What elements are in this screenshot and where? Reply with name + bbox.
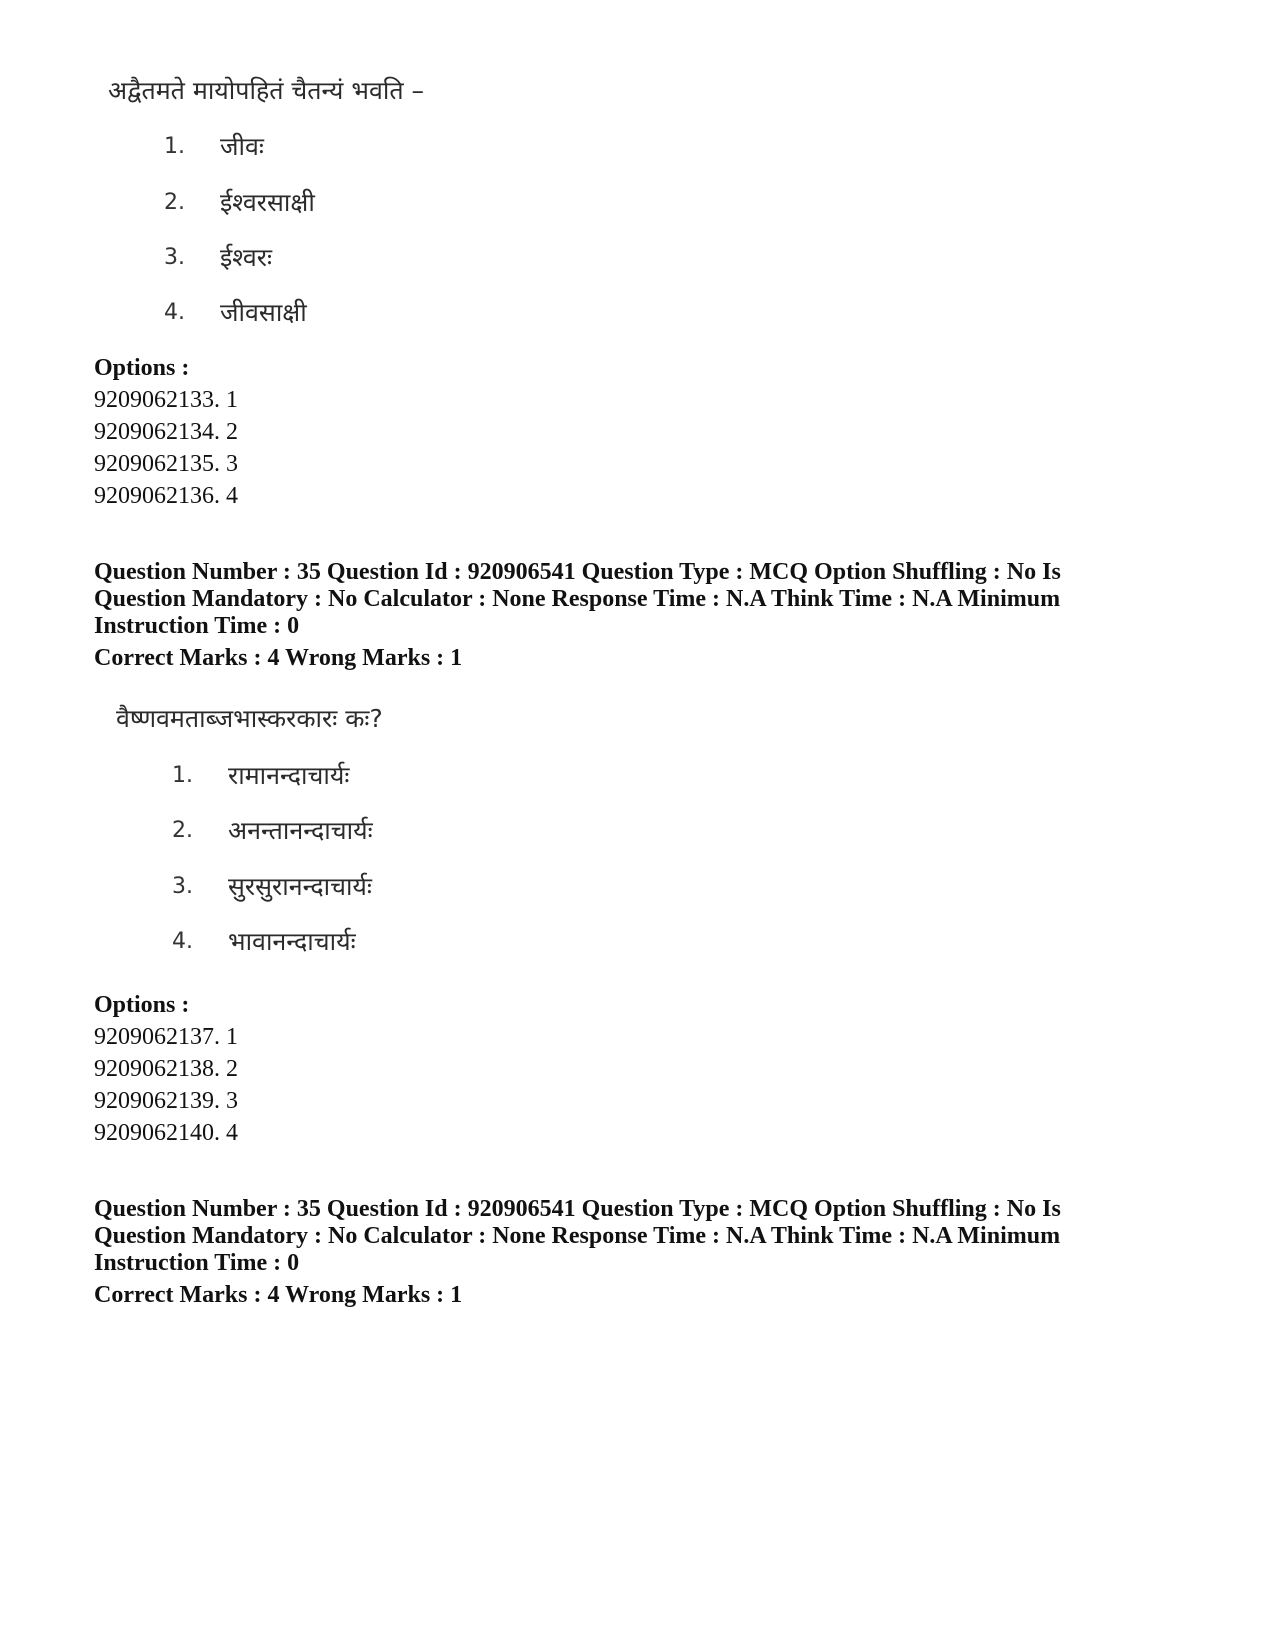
choice-number: 4. xyxy=(172,929,193,954)
choice-text: भावानन्दाचार्यः xyxy=(228,927,356,956)
option-line: 9209062139. 3 xyxy=(94,1088,238,1114)
choice-text: अनन्तानन्दाचार्यः xyxy=(228,816,373,845)
choice-text: सुरसुरानन्दाचार्यः xyxy=(228,872,372,901)
marks-line: Correct Marks : 4 Wrong Marks : 1 xyxy=(94,1282,463,1308)
option-line: 9209062134. 2 xyxy=(94,419,238,445)
choice-text: रामानन्दाचार्यः xyxy=(228,761,350,790)
options-block xyxy=(94,352,1094,512)
question-stem: वैष्णवमताब्जभास्करकारः कः? xyxy=(116,704,383,733)
option-line: 9209062133. 1 xyxy=(94,387,238,413)
choice-text: ईश्वरः xyxy=(220,243,273,272)
choice-text: ईश्वरसाक्षी xyxy=(220,188,315,217)
marks-line: Correct Marks : 4 Wrong Marks : 1 xyxy=(94,645,463,671)
choice-number: 1. xyxy=(164,134,185,159)
options-label: Options : xyxy=(94,992,190,1018)
options-label: Options : xyxy=(94,355,190,381)
choice-text: जीवसाक्षी xyxy=(220,298,307,327)
question-stem: अद्वैतमते मायोपहितं चैतन्यं भवति – xyxy=(108,76,425,105)
options-block xyxy=(94,989,1094,1149)
choice-text: जीवः xyxy=(220,132,264,161)
question-image xyxy=(108,76,708,336)
choice-number: 1. xyxy=(172,763,193,788)
option-line: 9209062136. 4 xyxy=(94,483,238,509)
choice-number: 2. xyxy=(172,818,193,843)
option-line: 9209062140. 4 xyxy=(94,1120,238,1146)
option-line: 9209062137. 1 xyxy=(94,1024,238,1050)
choice-number: 3. xyxy=(172,874,193,899)
option-line: 9209062135. 3 xyxy=(94,451,238,477)
option-line: 9209062138. 2 xyxy=(94,1056,238,1082)
choice-number: 4. xyxy=(164,300,185,325)
choice-number: 3. xyxy=(164,245,185,270)
question-metadata: Question Number : 35 Question Id : 920906541 Question Type : MCQ Option Shuffling : No Is Question Mandatory : No Calculator : None Response Time : N.A Think Time : N.A Minimum Instruction Time : 0 xyxy=(94,559,1061,639)
question-metadata: Question Number : 35 Question Id : 920906541 Question Type : MCQ Option Shuffling : No Is Question Mandatory : No Calculator : None Response Time : N.A Think Time : N.A Minimum Instruction Time : 0 xyxy=(94,1196,1061,1276)
question-image xyxy=(116,704,716,964)
choice-number: 2. xyxy=(164,190,185,215)
